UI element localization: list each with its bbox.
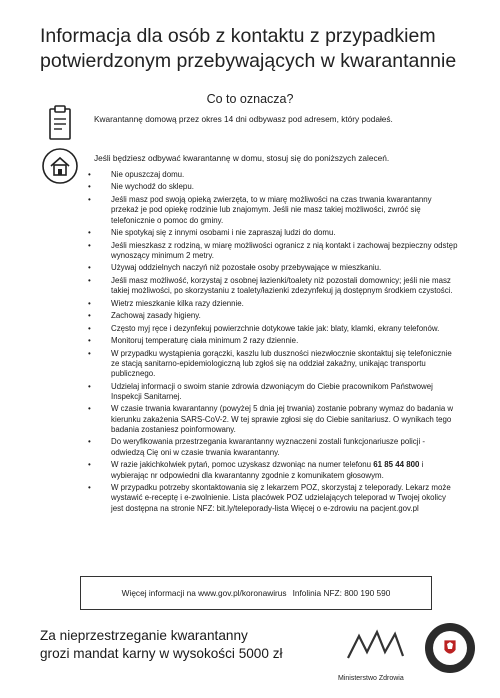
phone-number: 61 85 44 800 bbox=[373, 460, 420, 470]
info-box bbox=[80, 576, 432, 610]
hotline-text: Infolinia NFZ: 800 190 590 bbox=[292, 588, 391, 598]
fine-warning bbox=[40, 627, 283, 663]
list-item: • Udzielaj informacji o swoim stanie zdrowia dzwoniącym do Ciebie pracownikom Państwowej Inspekcji Sanitarnej. bbox=[100, 382, 460, 403]
list-item: • Używaj oddzielnych naczyń niż pozostałe osoby przebywające w mieszkaniu. bbox=[100, 263, 460, 273]
fine-warning-line1: Za nieprzestrzeganie kwarantanny bbox=[40, 628, 248, 643]
list-item: • Monitoruj temperaturę ciała minimum 2 razy dziennie. bbox=[100, 336, 460, 346]
list-item: • Nie spotykaj się z innymi osobami i nie zapraszaj ludzi do domu. bbox=[100, 228, 460, 238]
list-item: • Jeśli masz pod swoją opieką zwierzęta, to w miarę możliwości na czas trwania kwarantanny przekaż je pod opiekę rodzinie lub znajomym. Jeśli nie masz takiej możliwości, zwróć się telefonicznie o pomoc do gminy. bbox=[100, 195, 460, 226]
list-item: • W przypadku wystąpienia gorączki, kaszlu lub duszności niezwłocznie skontaktuj się telefonicznie ze stacją sanitarno-epidemiologiczną lub zgłoś się na oddział zakaźny, unikając transportu publicznego. bbox=[100, 349, 460, 380]
list-item-phone bbox=[100, 460, 460, 481]
rules-list bbox=[100, 170, 460, 516]
list-item: • W czasie trwania kwarantanny (powyżej 5 dnia jej trwania) zostanie pobrany wymaz do badania w kierunku zakażenia SARS-CoV-2. W tej sprawie zgłosi się do Ciebie sanitariusz. O wynikach tego badania zostaniesz poinformowany. bbox=[100, 404, 460, 435]
ministry-label: Ministerstwo Zdrowia bbox=[338, 675, 404, 682]
phone-rule-text: W razie jakichkolwiek pytań, pomoc uzyskasz dzwoniąc na numer telefonu bbox=[111, 460, 372, 470]
section-subtitle: Co to oznacza? bbox=[206, 92, 294, 106]
list-item: • W przypadku potrzeby skontaktowania się z lekarzem POZ, skorzystaj z teleporady. Lekarz może wystawić e-receptę i e-zwolnienie. Lista placówek POZ udzielających teleporad w Twojej okolicy jest dostępna na stronie NFZ: bit.ly/teleporady-lista Więcej o e-zdrowiu na pacjent.gov.pl bbox=[100, 483, 460, 514]
list-item: • Jeśli mieszkasz z rodziną, w miarę możliwości ogranicz z nią kontakt i zachowaj bezpieczny odstęp wynoszący minimum 2 metry. bbox=[100, 241, 460, 262]
more-info-link[interactable]: Więcej informacji na www.gov.pl/koronawirus bbox=[121, 588, 287, 598]
phone-rule-text-end: i wybierając nr odpowiedni dla kwarantanny zgodnie z komunikatem głosowym. bbox=[111, 460, 424, 480]
house-icon bbox=[40, 146, 80, 186]
ministry-logo-icon bbox=[345, 622, 407, 672]
list-item: • Do weryfikowania przestrzegania kwarantanny wyznaczeni zostali funkcjonariusze policji - odwiedzą Cię oni w czasie trwania kwarantanny. bbox=[100, 437, 460, 458]
instructions-intro: Jeśli będziesz odbywać kwarantannę w domu, stosuj się do poniższych zaleceń. bbox=[94, 153, 390, 163]
list-item: • Wietrz mieszkanie kilka razy dziennie. bbox=[100, 299, 460, 309]
list-item: • Nie opuszczaj domu. bbox=[100, 170, 460, 180]
page-title: Informacja dla osób z kontaktu z przypadkiem potwierdzonym przebywających w kwarantannie bbox=[40, 25, 457, 72]
fine-warning-line2: grozi mandat karny w wysokości 5000 zł bbox=[40, 646, 283, 661]
list-item: • Jeśli masz możliwość, korzystaj z osobnej łazienki/toalety niż pozostali domownicy; jeśli nie masz takiej możliwości, po skorzystaniu z toalety/łazienki zdezynfekuj ją dostępnym środkiem czystości. bbox=[100, 276, 460, 297]
sanitary-inspection-seal-icon bbox=[424, 622, 476, 674]
list-item: • Zachowaj zasady higieny. bbox=[100, 311, 460, 321]
intro-text: Kwarantannę domową przez okres 14 dni odbywasz pod adresem, który podałeś. bbox=[94, 114, 393, 124]
list-item: • Często myj ręce i dezynfekuj powierzchnie dotykowe takie jak: blaty, klamki, ekrany telefonów. bbox=[100, 324, 460, 334]
list-item: • Nie wychodź do sklepu. bbox=[100, 182, 460, 192]
clipboard-icon bbox=[40, 104, 80, 142]
